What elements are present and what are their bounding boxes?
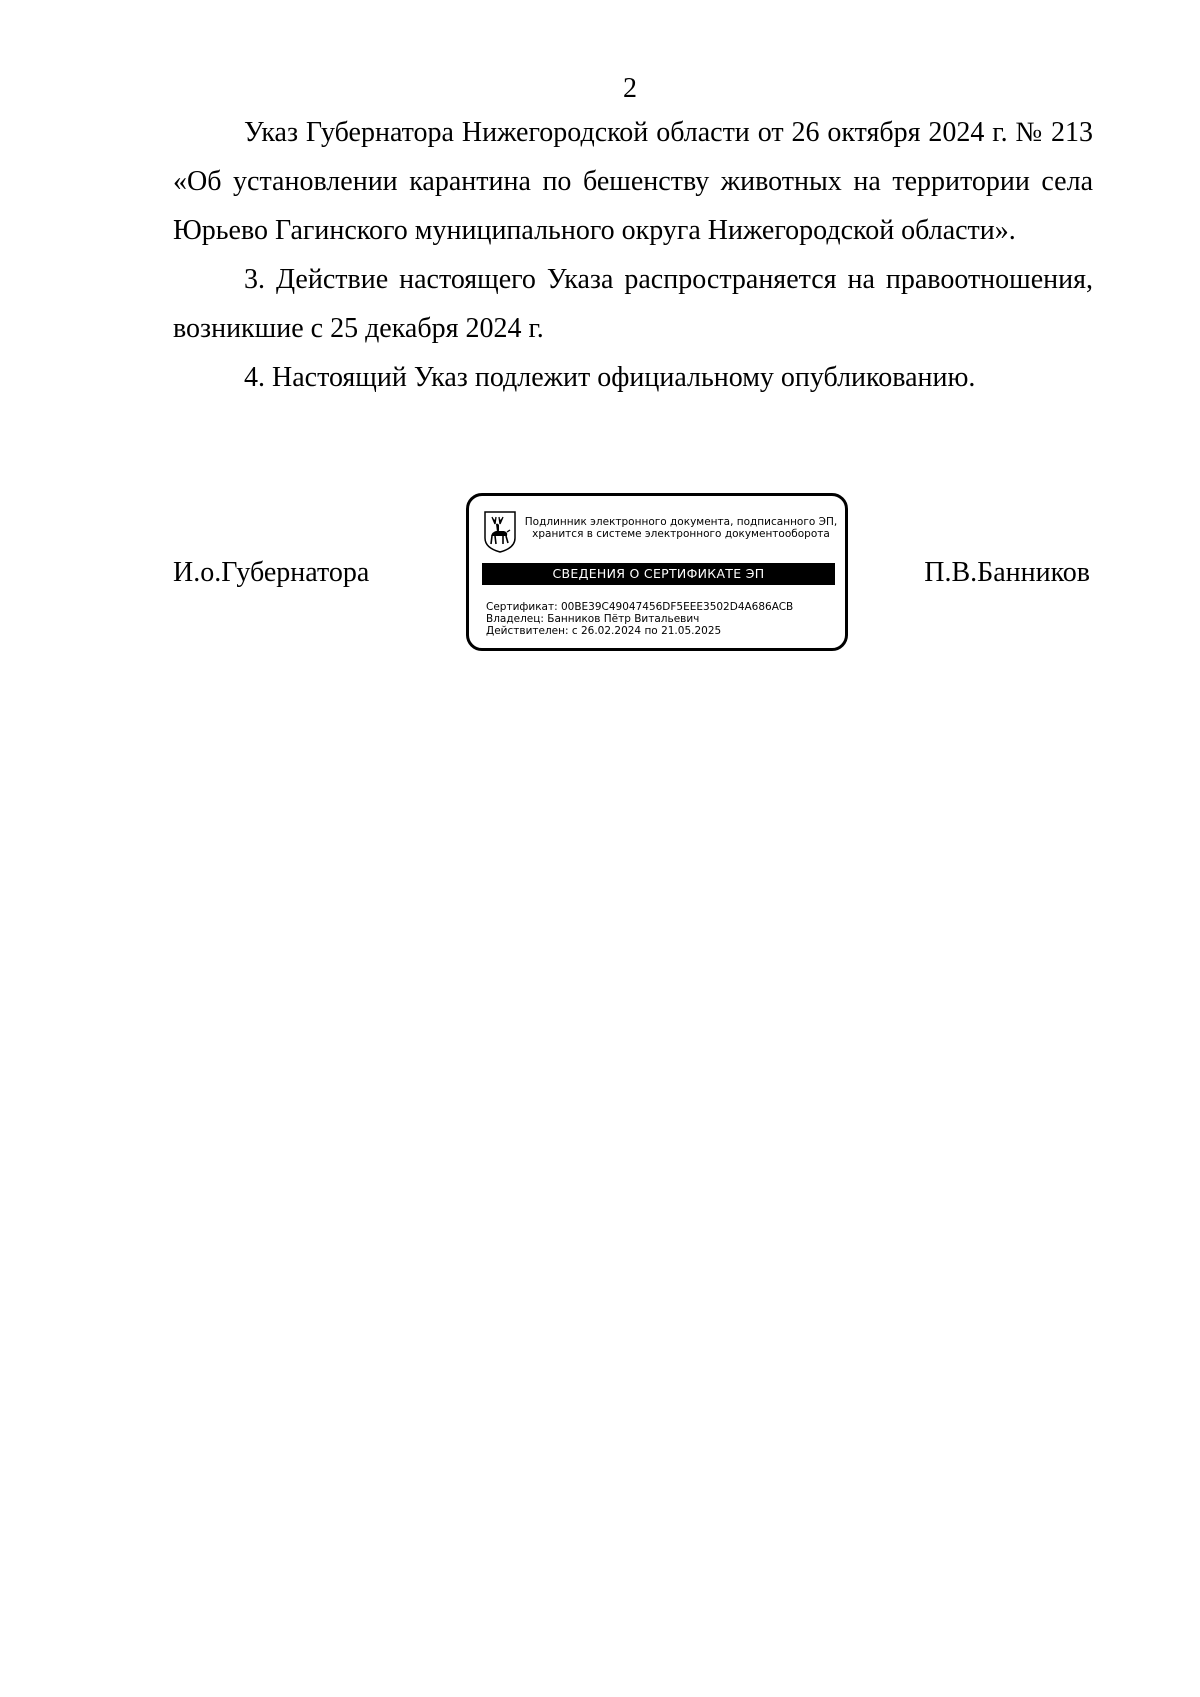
document-body — [173, 108, 1093, 402]
page-number: 2 — [623, 73, 637, 104]
stamp-header-line2: хранится в системе электронного документооборота — [532, 528, 830, 540]
paragraph-continuation: Указ Губернатора Нижегородской области от 26 октября 2024 г. № 213 «Об установлении карантина по бешенству животных на территории села Юрьево Гагинского муниципального округа Нижегородской области». — [173, 117, 1093, 246]
electronic-signature-stamp — [466, 493, 848, 651]
certificate-number: Сертификат: 00BE39C49047456DF5EEE3502D4A686ACB — [486, 601, 794, 613]
paragraph-4: 4. Настоящий Указ подлежит официальному опубликованию. — [244, 362, 976, 393]
paragraph-3: 3. Действие настоящего Указа распространяется на правоотношения, возникшие с 25 декабря 2024 г. — [173, 264, 1093, 344]
stamp-header-line1: Подлинник электронного документа, подписанного ЭП, — [524, 516, 838, 528]
deer-emblem-icon — [483, 510, 517, 554]
signatory-position: И.о.Губернатора — [173, 557, 370, 588]
signatory-name: П.В.Банников — [924, 557, 1090, 588]
certificate-validity: Действителен: с 26.02.2024 по 21.05.2025 — [486, 625, 722, 637]
certificate-owner: Владелец: Банников Пётр Витальевич — [486, 613, 700, 625]
stamp-header — [521, 516, 841, 540]
stamp-details — [486, 601, 793, 637]
stamp-title-bar: СВЕДЕНИЯ О СЕРТИФИКАТЕ ЭП — [482, 563, 835, 585]
